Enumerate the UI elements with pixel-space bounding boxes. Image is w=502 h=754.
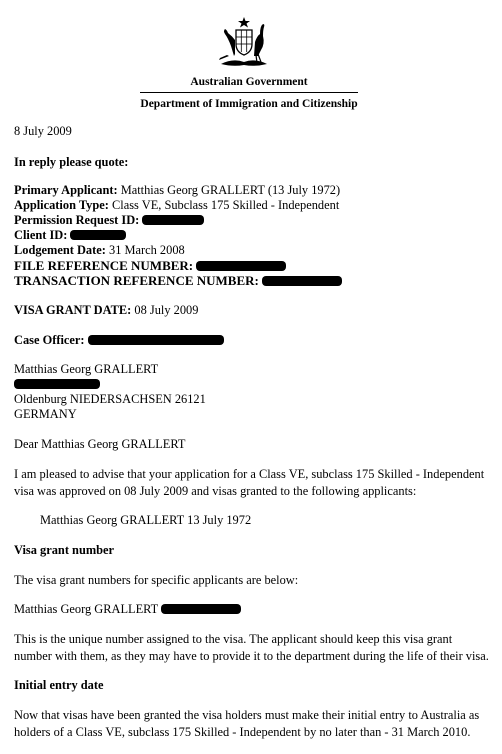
lodgement-date-row (14, 243, 185, 258)
listed-applicant: Matthias Georg GRALLERT 13 July 1972 (40, 513, 252, 527)
permission-request-label: Permission Request ID: (14, 213, 140, 227)
visa-grant-text: The visa grant numbers for specific applicants are below: (14, 573, 299, 587)
visa-grant-date-value: 08 July 2009 (134, 303, 199, 317)
application-type-label: Application Type: (14, 198, 109, 212)
redaction-mark (88, 335, 224, 345)
initial-entry-heading: Initial entry date (14, 678, 104, 692)
application-type-value: Class VE, Subclass 175 Skilled - Independent (112, 198, 340, 212)
case-officer-label: Case Officer: (14, 333, 85, 347)
client-id-row (14, 228, 126, 243)
case-officer-row (14, 333, 224, 348)
redaction-mark (14, 379, 100, 389)
salutation: Dear Matthias Georg GRALLERT (14, 437, 186, 451)
intro-paragraph: I am pleased to advise that your application for a Class VE, subclass 175 Skilled - Independent visa was approved on 08 July 2009 and visas granted to the following applicants: (14, 467, 485, 498)
lodgement-date-value: 31 March 2008 (109, 243, 185, 257)
initial-entry-paragraph: Now that visas have been granted the visa holders must make their initial entry to Australia as holders of a Class VE, subclass 175 Skilled - Independent by no later than - 31 March 2010. (14, 708, 480, 739)
government-name: Australian Government (190, 76, 308, 88)
client-id-label: Client ID: (14, 228, 68, 242)
lodgement-date-label: Lodgement Date: (14, 243, 106, 257)
reply-quote-heading: In reply please quote: (14, 155, 129, 169)
address-name: Matthias Georg GRALLERT (14, 362, 159, 376)
unique-number-paragraph: This is the unique number assigned to the visa. The applicant should keep this visa grant number with them, as they may have to provide it to the department during the life of their visa. (14, 632, 489, 663)
letterhead-divider (140, 92, 358, 93)
visa-grant-date-row (14, 303, 198, 318)
visa-grant-heading: Visa grant number (14, 543, 115, 557)
address-street-row (14, 377, 100, 392)
redaction-mark (262, 276, 342, 286)
application-type-row (14, 198, 339, 213)
visa-grant-applicant-row (14, 602, 241, 617)
redaction-mark (142, 215, 204, 225)
letterhead (0, 8, 502, 108)
transaction-reference-row (14, 273, 342, 288)
primary-applicant-row (14, 183, 340, 198)
address-country: GERMANY (14, 407, 77, 421)
visa-grant-date-label: VISA GRANT DATE: (14, 303, 132, 317)
redaction-mark (70, 230, 126, 240)
coat-of-arms-icon (213, 16, 275, 68)
redaction-mark (196, 261, 286, 271)
primary-applicant-label: Primary Applicant: (14, 183, 118, 197)
file-reference-row (14, 258, 286, 273)
visa-grant-applicant-name: Matthias Georg GRALLERT (14, 602, 159, 616)
transaction-reference-label: TRANSACTION REFERENCE NUMBER: (14, 273, 259, 288)
department-name: Department of Immigration and Citizenship (140, 98, 358, 110)
address-city-line: Oldenburg NIEDERSACHSEN 26121 (14, 392, 206, 406)
redaction-mark (161, 604, 241, 614)
file-reference-label: FILE REFERENCE NUMBER: (14, 258, 194, 273)
primary-applicant-value: Matthias Georg GRALLERT (13 July 1972) (120, 183, 341, 197)
permission-request-row (14, 213, 204, 228)
letter-date: 8 July 2009 (14, 124, 72, 138)
